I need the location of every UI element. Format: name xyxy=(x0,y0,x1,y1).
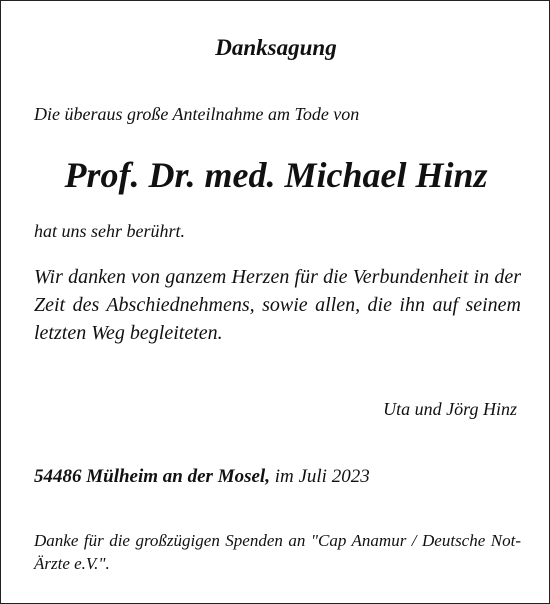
notice-heading: Danksagung xyxy=(215,35,337,60)
deceased-name: Prof. Dr. med. Michael Hinz xyxy=(64,155,488,195)
thanks-paragraph: Wir danken von ganzem Herzen für die Verbundenheit in der Zeit des Abschiednehmens, sowie allen, die ihn auf seinem letzten Weg begleiteten. xyxy=(34,266,521,344)
donations-note: Danke für die großzügigen Spenden an "Cap Anamur / Deutsche Not-Ärzte e.V.". xyxy=(34,531,521,573)
place: 54486 Mülheim an der Mosel, xyxy=(34,466,270,487)
signers: Uta und Jörg Hinz xyxy=(383,399,517,419)
intro-text: Die überaus große Anteilnahme am Tode von xyxy=(34,104,360,124)
touched-text: hat uns sehr berührt. xyxy=(34,221,186,241)
date: im Juli 2023 xyxy=(274,466,370,487)
place-date-line xyxy=(34,466,370,488)
